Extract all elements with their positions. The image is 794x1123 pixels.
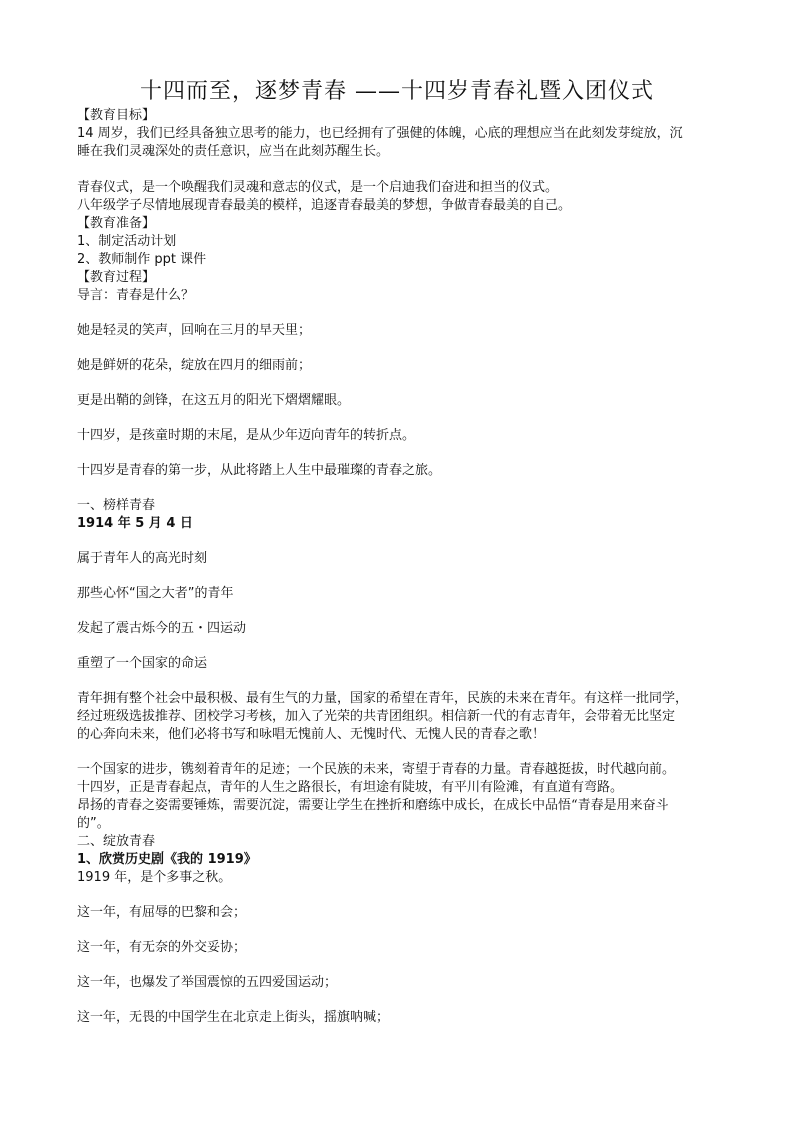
section1-line: 那些心怀“国之大者”的青年 <box>77 586 234 601</box>
page-title: 十四而至，逐梦青春 ——十四岁青春礼暨入团仪式 <box>140 79 654 104</box>
process-line: 她是鲜妍的花朵，绽放在四月的细雨前； <box>77 358 312 373</box>
process-intro: 导言：青春是什么？ <box>77 288 195 303</box>
preparation-item: 2、教师制作 ppt 课件 <box>77 252 207 267</box>
preparation-heading: 【教育准备】 <box>77 216 156 231</box>
section2-intro: 1919 年，是个多事之秋。 <box>77 870 232 885</box>
process-heading: 【教育过程】 <box>77 270 156 285</box>
section1-paragraph-text: 昂扬的青春之姿需要锤炼，需要沉淀，需要让学生在挫折和磨练中成长，在成长中品悟 <box>77 798 572 813</box>
section1-paragraph-line: 的心奔向未来，他们必将书写和咏唱无愧前人、无愧时代、无愧人民的青春之歌！ <box>77 727 546 742</box>
section1-line: 重塑了一个国家的命运 <box>77 656 208 671</box>
section2-line: 这一年，也爆发了举国震惊的五四爱国运动； <box>77 975 338 990</box>
section2-line: 这一年，无畏的中国学生在北京走上街头，摇旗呐喊； <box>77 1010 390 1025</box>
section2-subheading: 1、欣赏历史剧《我的 1919》 <box>77 852 257 867</box>
process-line: 更是出鞘的剑锋，在这五月的阳光下熠熠耀眼。 <box>77 393 351 408</box>
objectives-paragraph: 八年级学子尽情地展现青春最美的模样，追逐青春最美的梦想，争做青春最美的自己。 <box>77 198 572 213</box>
objectives-paragraph-line: 睡在我们灵魂深处的责任意识，应当在此刻苏醒生长。 <box>77 144 390 159</box>
section1-paragraph-line <box>77 797 723 815</box>
section2-line: 这一年，有无奈的外交妥协； <box>77 940 247 955</box>
section1-paragraph-line: 一个国家的进步，镌刻着青年的足迹；一个民族的未来，寄望于青春的力量。青春越挺拔，时代越向前。 <box>77 762 676 777</box>
section2-line: 这一年，有屈辱的巴黎和会； <box>77 905 247 920</box>
document-body <box>77 107 723 1027</box>
objectives-heading: 【教育目标】 <box>77 108 156 123</box>
section1-heading: 一、榜样青春 <box>77 498 156 513</box>
section1-paragraph-line: 青年拥有整个社会中最积极、最有生气的力量，国家的希望在青年，民族的未来在青年。有这样一批同学， <box>77 691 689 706</box>
section1-paragraph-line: 的”。 <box>77 816 110 831</box>
section1-paragraph-line: 十四岁，正是青春起点，青年的人生之路很长，有坦途有陡坡，有平川有险滩，有直道有弯路。 <box>77 780 624 795</box>
section1-paragraph-line: 经过班级选拔推荐、团校学习考核，加入了光荣的共青团组织。相信新一代的有志青年，会带着无比坚定 <box>77 709 676 724</box>
section1-quote-text: “青春是用来奋斗 <box>571 798 669 813</box>
process-line: 十四岁是青春的第一步，从此将踏上人生中最璀璨的青春之旅。 <box>77 463 442 478</box>
section1-line: 发起了震古烁今的五・四运动 <box>77 621 247 636</box>
process-line: 她是轻灵的笑声，回响在三月的早天里； <box>77 323 312 338</box>
process-line: 十四岁，是孩童时期的末尾，是从少年迈向青年的转折点。 <box>77 428 416 443</box>
objectives-paragraph-line: 14 周岁，我们已经具备独立思考的能力，也已经拥有了强健的体魄，心底的理想应当在此刻发芽绽放，沉 <box>77 126 683 141</box>
objectives-paragraph: 青春仪式，是一个唤醒我们灵魂和意志的仪式，是一个启迪我们奋进和担当的仪式。 <box>77 180 559 195</box>
section1-date: 1914 年 5 月 4 日 <box>77 516 193 531</box>
preparation-item: 1、制定活动计划 <box>77 234 177 249</box>
section1-line: 属于青年人的高光时刻 <box>77 551 208 566</box>
section2-heading: 二、绽放青春 <box>77 834 156 849</box>
